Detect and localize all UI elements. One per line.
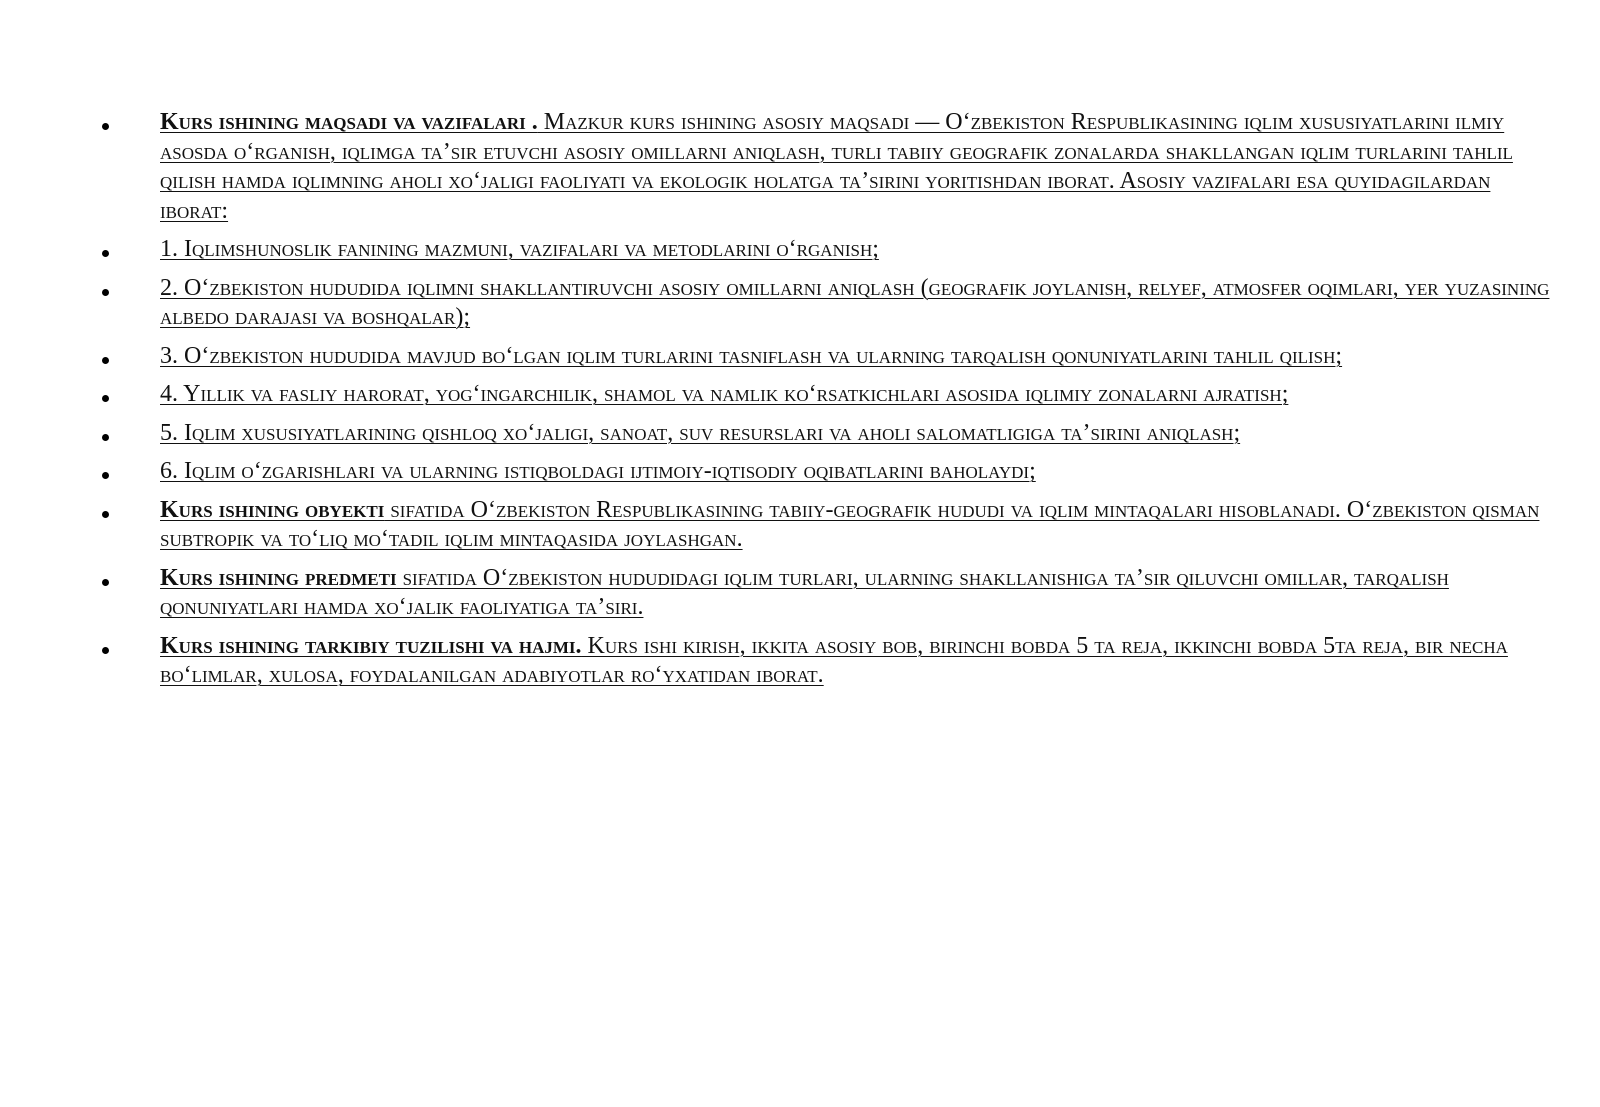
list-item bbox=[100, 380, 1550, 410]
item-text: 3. O‘zbekiston hududida mavjud bo‘lgan iqlim turlarini tasniflash va ularning tarqalish qonuniyatlarini tahlil qilish; bbox=[160, 342, 1343, 369]
list-item bbox=[100, 108, 1550, 226]
item-text: sifatida O‘zbekiston Respublikasining tabiiy-geografik hududi va iqlim mintaqalari hisoblanadi. O‘zbekiston qisman subtropik va to‘liq mo‘tadil iqlim mintaqasida joylashgan. bbox=[160, 496, 1540, 552]
item-text: Mazkur kurs ishining asosiy maqsadi — O‘zbekiston Respublikasining iqlim xususiyatlarini ilmiy asosda o‘rganish, iqlimga ta’sir etuvchi asosiy omillarni aniqlash, turli tabiiy geografik zonalarda shakllangan iqlim turlarini tahlil qilish hamda iqlimning aholi xo‘jaligi faoliyati va ekologik holatga ta’sirini yoritishdan iborat. Asosiy vazifalari esa quyidagilardan iborat: bbox=[160, 109, 1513, 224]
item-text: 1. Iqlimshunoslik fanining mazmuni, vazifalari va metodlarini o‘rganish; bbox=[160, 236, 879, 262]
bullet-icon bbox=[102, 357, 109, 364]
item-heading: Kurs ishining obyekti bbox=[160, 496, 385, 523]
list-item bbox=[100, 457, 1550, 487]
item-text: 6. Iqlim o‘zgarishlari va ularning istiqboldagi ijtimoiy-iqtisodiy oqibatlarini baholaydi; bbox=[160, 458, 1036, 484]
item-heading: Kurs ishining predmeti bbox=[160, 564, 397, 591]
item-heading: Kurs ishining tarkibiy tuzilishi va hajmi. bbox=[160, 632, 582, 659]
list-item bbox=[100, 342, 1550, 372]
bullet-icon bbox=[102, 250, 109, 257]
bullet-icon bbox=[102, 434, 109, 441]
list-item bbox=[100, 496, 1550, 555]
bullet-icon bbox=[102, 647, 109, 654]
list-item bbox=[100, 564, 1550, 623]
item-text: 2. O‘zbekiston hududida iqlimni shakllantiruvchi asosiy omillarni aniqlash (geografik joylanish, relyef, atmosfer oqimlari, yer yuzasining albedo darajasi va boshqalar); bbox=[160, 274, 1550, 330]
list-item bbox=[100, 235, 1550, 265]
bullet-icon bbox=[102, 395, 109, 402]
item-text: 5. Iqlim xususiyatlarining qishloq xo‘jaligi, sanoat, suv resurslari va aholi salomatligiga ta’sirini aniqlash; bbox=[160, 419, 1241, 446]
bullet-icon bbox=[102, 289, 109, 296]
bullet-list bbox=[100, 108, 1550, 700]
bullet-icon bbox=[102, 123, 109, 130]
bullet-icon bbox=[102, 511, 109, 518]
bullet-icon bbox=[102, 579, 109, 586]
bullet-icon bbox=[102, 472, 109, 479]
item-heading: Kurs ishining maqsadi va vazifalari . bbox=[160, 109, 538, 135]
item-text: 4. Yillik va fasliy harorat, yog‘ingarchilik, shamol va namlik ko‘rsatkichlari asosida iqlimiy zonalarni ajratish; bbox=[160, 381, 1289, 407]
item-text: Kurs ishi kirish, ikkita asosiy bob, birinchi bobda 5 ta reja, ikkinchi bobda 5ta reja, bir necha bo‘limlar, xulosa, foydalanilgan adabiyotlar ro‘yxatidan iborat. bbox=[160, 632, 1508, 688]
list-item bbox=[100, 274, 1550, 333]
list-item bbox=[100, 632, 1550, 691]
list-item bbox=[100, 419, 1550, 449]
item-text: sifatida O‘zbekiston hududidagi iqlim turlari, ularning shakllanishiga ta’sir qiluvchi omillar, tarqalish qonuniyatlari hamda xo‘jalik faoliyatiga ta’siri. bbox=[160, 564, 1449, 620]
